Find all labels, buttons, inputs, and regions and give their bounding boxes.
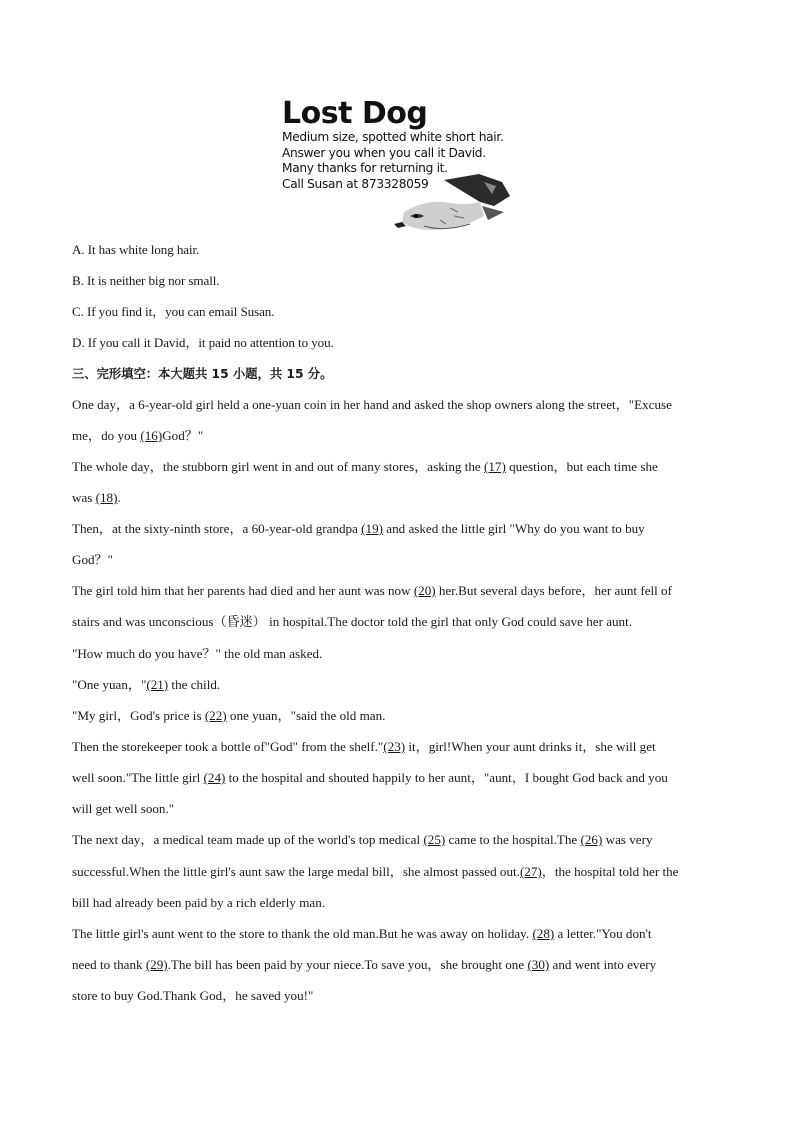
passage-text: The little girl's aunt went to the store to thank the old man.But he was away on holiday. — [72, 926, 533, 941]
passage-text: stairs and was unconscious（昏迷） in hospital.The doctor told the girl that only God could save her aunt. — [72, 614, 633, 629]
passage-text: Then，at the sixty-ninth store，a 60-year-old grandpa — [72, 521, 362, 536]
passage-text: well soon."The little girl — [72, 770, 204, 785]
option-b: B. It is neither big nor small. — [72, 273, 220, 288]
option-d: D. If you call it David，it paid no attention to you. — [72, 335, 334, 350]
passage-line — [72, 706, 385, 726]
dog-illustration — [384, 172, 514, 238]
cloze-blank: (30) — [527, 957, 550, 972]
passage-text: will get well soon." — [72, 801, 175, 816]
cloze-blank: (18) — [95, 490, 118, 505]
passage-text: One day，a 6-year-old girl held a one-yuan coin in her hand and asked the shop owners along the street，"Excuse — [72, 397, 672, 412]
passage-line — [72, 675, 220, 695]
passage-line — [72, 737, 656, 757]
cloze-blank: (29) — [145, 957, 168, 972]
cloze-blank: (28) — [532, 926, 555, 941]
passage-line — [72, 519, 645, 539]
cloze-blank: (21) — [146, 677, 169, 692]
passage-text: .The bill has been paid by your niece.To save you，she brought one — [167, 957, 528, 972]
poster-line: Answer you when you call it David. — [282, 145, 486, 160]
passage-text: God？" — [162, 428, 204, 443]
lost-dog-poster — [272, 90, 532, 240]
passage-text: me，do you — [72, 428, 141, 443]
passage-text: Then the storekeeper took a bottle of"God" from the shelf." — [72, 739, 384, 754]
passage-line — [72, 457, 658, 477]
passage-text: successful.When the little girl's aunt saw the large medal bill，she almost passed out. — [72, 864, 520, 879]
cloze-blank: (24) — [203, 770, 226, 785]
passage-line — [72, 986, 313, 1006]
passage-text: need to thank — [72, 957, 146, 972]
cloze-blank: (22) — [204, 708, 227, 723]
passage-text: . — [117, 490, 121, 505]
cloze-blank: (25) — [423, 832, 446, 847]
passage-text: The whole day，the stubborn girl went in and out of many stores，asking the — [72, 459, 485, 474]
passage-text: was very — [602, 832, 653, 847]
passage-text: store to buy God.Thank God，he saved you!" — [72, 988, 314, 1003]
poster-line: Many thanks for returning it. — [282, 161, 448, 175]
passage-line — [72, 799, 174, 819]
passage-line — [72, 426, 203, 446]
option-c: C. If you find it，you can email Susan. — [72, 304, 275, 319]
passage-text: question，but each time she — [505, 459, 658, 474]
cloze-blank: (16) — [140, 428, 163, 443]
passage-text: one yuan，"said the old man. — [226, 708, 386, 723]
cloze-blank: (19) — [361, 521, 383, 536]
option-a: A. It has white long hair. — [72, 242, 200, 257]
passage-line — [72, 612, 632, 632]
passage-text: it，girl!When your aunt drinks it，she will get — [405, 739, 656, 754]
cloze-blank: (26) — [580, 832, 603, 847]
passage-line — [72, 862, 679, 882]
passage-line — [72, 830, 653, 850]
passage-line — [72, 395, 672, 415]
poster-line: Medium size, spotted white short hair. — [282, 130, 504, 144]
passage-text: The next day，a medical team made up of the world's top medical — [72, 832, 424, 847]
passage-text: the child. — [168, 677, 221, 692]
passage-text: ，the hospital told her the — [541, 864, 679, 879]
passage-line — [72, 768, 668, 788]
poster-line: Call Susan at 873328059 — [282, 176, 429, 191]
passage-line — [72, 581, 672, 601]
passage-text: God？" — [72, 552, 113, 567]
passage-line — [72, 644, 322, 664]
passage-line — [72, 893, 325, 913]
passage-text: "One yuan，" — [72, 677, 147, 692]
passage-text: a letter."You don't — [554, 926, 652, 941]
passage-text: came to the hospital.The — [445, 832, 581, 847]
passage-text: and went into every — [549, 957, 657, 972]
poster-title: Lost Dog — [282, 96, 428, 131]
passage-line — [72, 924, 652, 944]
passage-text: "My girl，God's price is — [72, 708, 205, 723]
cloze-blank: (27) — [519, 864, 542, 879]
passage-text: "How much do you have？" the old man asked. — [72, 646, 323, 661]
passage-line — [72, 550, 113, 570]
passage-text: bill had already been paid by a rich elderly man. — [72, 895, 326, 910]
passage-line — [72, 488, 121, 508]
passage-text: was — [72, 490, 96, 505]
cloze-blank: (17) — [484, 459, 506, 474]
passage-text: and asked the little girl "Why do you want to buy — [383, 521, 645, 536]
passage-text: The girl told him that her parents had died and her aunt was now — [72, 583, 414, 598]
passage-text: to the hospital and shouted happily to her aunt，"aunt，I bought God back and you — [225, 770, 668, 785]
section-header: 三、完形填空：本大题共 15 小题，共 15 分。 — [72, 367, 333, 381]
cloze-blank: (23) — [383, 739, 406, 754]
passage-text: her.But several days before，her aunt fell of — [435, 583, 672, 598]
cloze-blank: (20) — [413, 583, 436, 598]
passage-line — [72, 955, 656, 975]
